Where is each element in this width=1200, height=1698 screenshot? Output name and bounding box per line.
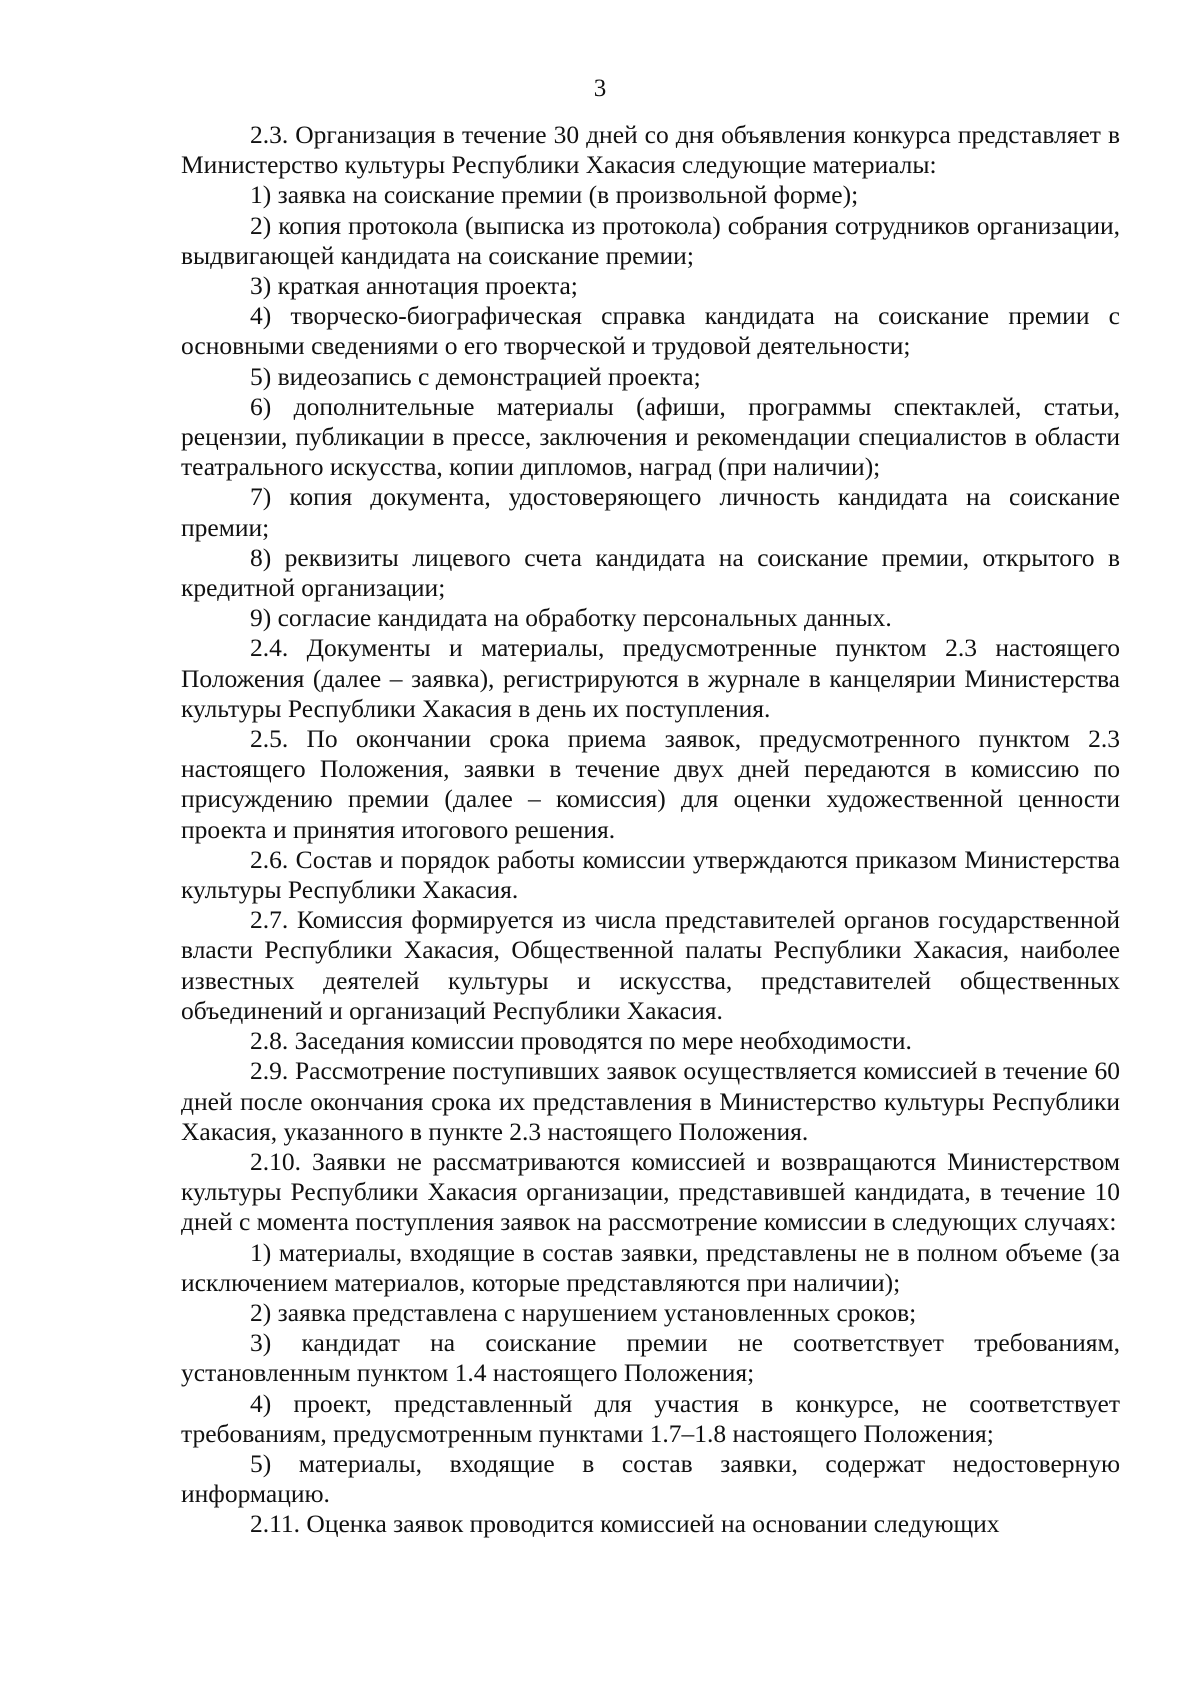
list-item-1: 1) заявка на соискание премии (в произвольной форме); bbox=[250, 180, 859, 210]
list-item-5: 5) видеозапись с демонстрацией проекта; bbox=[250, 361, 701, 391]
paragraph-2-7: 2.7. Комиссия формируется из числа представителей органов государственной власти Республики Хакасия, Общественной палаты Республики Хакасия, наиболее известных деятелей культуры и искусства, представителей общественных объединений и организаций Республики Хакасия. bbox=[181, 905, 1120, 1025]
document-body bbox=[181, 120, 1120, 1540]
list-item-6: 6) дополнительные материалы (афиши, программы спектаклей, статьи, рецензии, публикации в прессе, заключения и рекомендации специалистов в области театрального искусства, копии дипломов, наград (при наличии); bbox=[181, 391, 1120, 482]
return-case-5: 5) материалы, входящие в состав заявки, содержат недостоверную информацию. bbox=[181, 1448, 1120, 1509]
paragraph-2-9: 2.9. Рассмотрение поступивших заявок осуществляется комиссией в течение 60 дней после окончания срока их представления в Министерство культуры Республики Хакасия, указанного в пункте 2.3 настоящего Положения. bbox=[181, 1056, 1120, 1146]
list-item-2: 2) копия протокола (выписка из протокола) собрания сотрудников организации, выдвигающей кандидата на соискание премии; bbox=[181, 210, 1120, 270]
list-item-8: 8) реквизиты лицевого счета кандидата на соискание премии, открытого в кредитной организации; bbox=[181, 542, 1120, 603]
paragraph-2-5: 2.5. По окончании срока приема заявок, предусмотренного пунктом 2.3 настоящего Положения, заявки в течение двух дней передаются в комиссию по присуждению премии (далее – комиссия) для оценки художественной ценности проекта и принятия итогового решения. bbox=[181, 724, 1120, 844]
paragraph-2-3: 2.3. Организация в течение 30 дней со дня объявления конкурса представляет в Министерство культуры Республики Хакасия следующие материалы: bbox=[181, 120, 1120, 180]
return-case-1: 1) материалы, входящие в состав заявки, представлены не в полном объеме (за исключением материалов, которые представляются при наличии); bbox=[181, 1237, 1120, 1297]
list-item-9: 9) согласие кандидата на обработку персональных данных. bbox=[250, 603, 892, 633]
list-item-3: 3) краткая аннотация проекта; bbox=[250, 271, 578, 301]
paragraph-2-11: 2.11. Оценка заявок проводится комиссией на основании следующих bbox=[250, 1509, 1000, 1539]
return-case-2: 2) заявка представлена с нарушением установленных сроков; bbox=[250, 1297, 917, 1327]
paragraph-2-10: 2.10. Заявки не рассматриваются комиссией и возвращаются Министерством культуры Республики Хакасия организации, представившей кандидата, в течение 10 дней с момента поступления заявок на рассмотрение комиссии в следующих случаях: bbox=[181, 1146, 1120, 1237]
paragraph-2-4: 2.4. Документы и материалы, предусмотренные пунктом 2.3 настоящего Положения (далее – заявка), регистрируются в журнале в канцелярии Министерства культуры Республики Хакасия в день их поступления. bbox=[181, 633, 1120, 723]
list-item-7: 7) копия документа, удостоверяющего личность кандидата на соискание премии; bbox=[181, 482, 1120, 542]
return-case-3: 3) кандидат на соискание премии не соответствует требованиям, установленным пунктом 1.4 настоящего Положения; bbox=[181, 1328, 1120, 1388]
list-item-4: 4) творческо-биографическая справка кандидата на соискание премии с основными сведениями о его творческой и трудовой деятельности; bbox=[181, 301, 1120, 361]
page-number: 3 bbox=[593, 75, 607, 102]
paragraph-2-6: 2.6. Состав и порядок работы комиссии утверждаются приказом Министерства культуры Республики Хакасия. bbox=[181, 844, 1120, 905]
paragraph-2-8: 2.8. Заседания комиссии проводятся по мере необходимости. bbox=[250, 1026, 912, 1056]
return-case-4: 4) проект, представленный для участия в конкурсе, не соответствует требованиям, предусмотренным пунктами 1.7–1.8 настоящего Положения; bbox=[181, 1388, 1120, 1448]
